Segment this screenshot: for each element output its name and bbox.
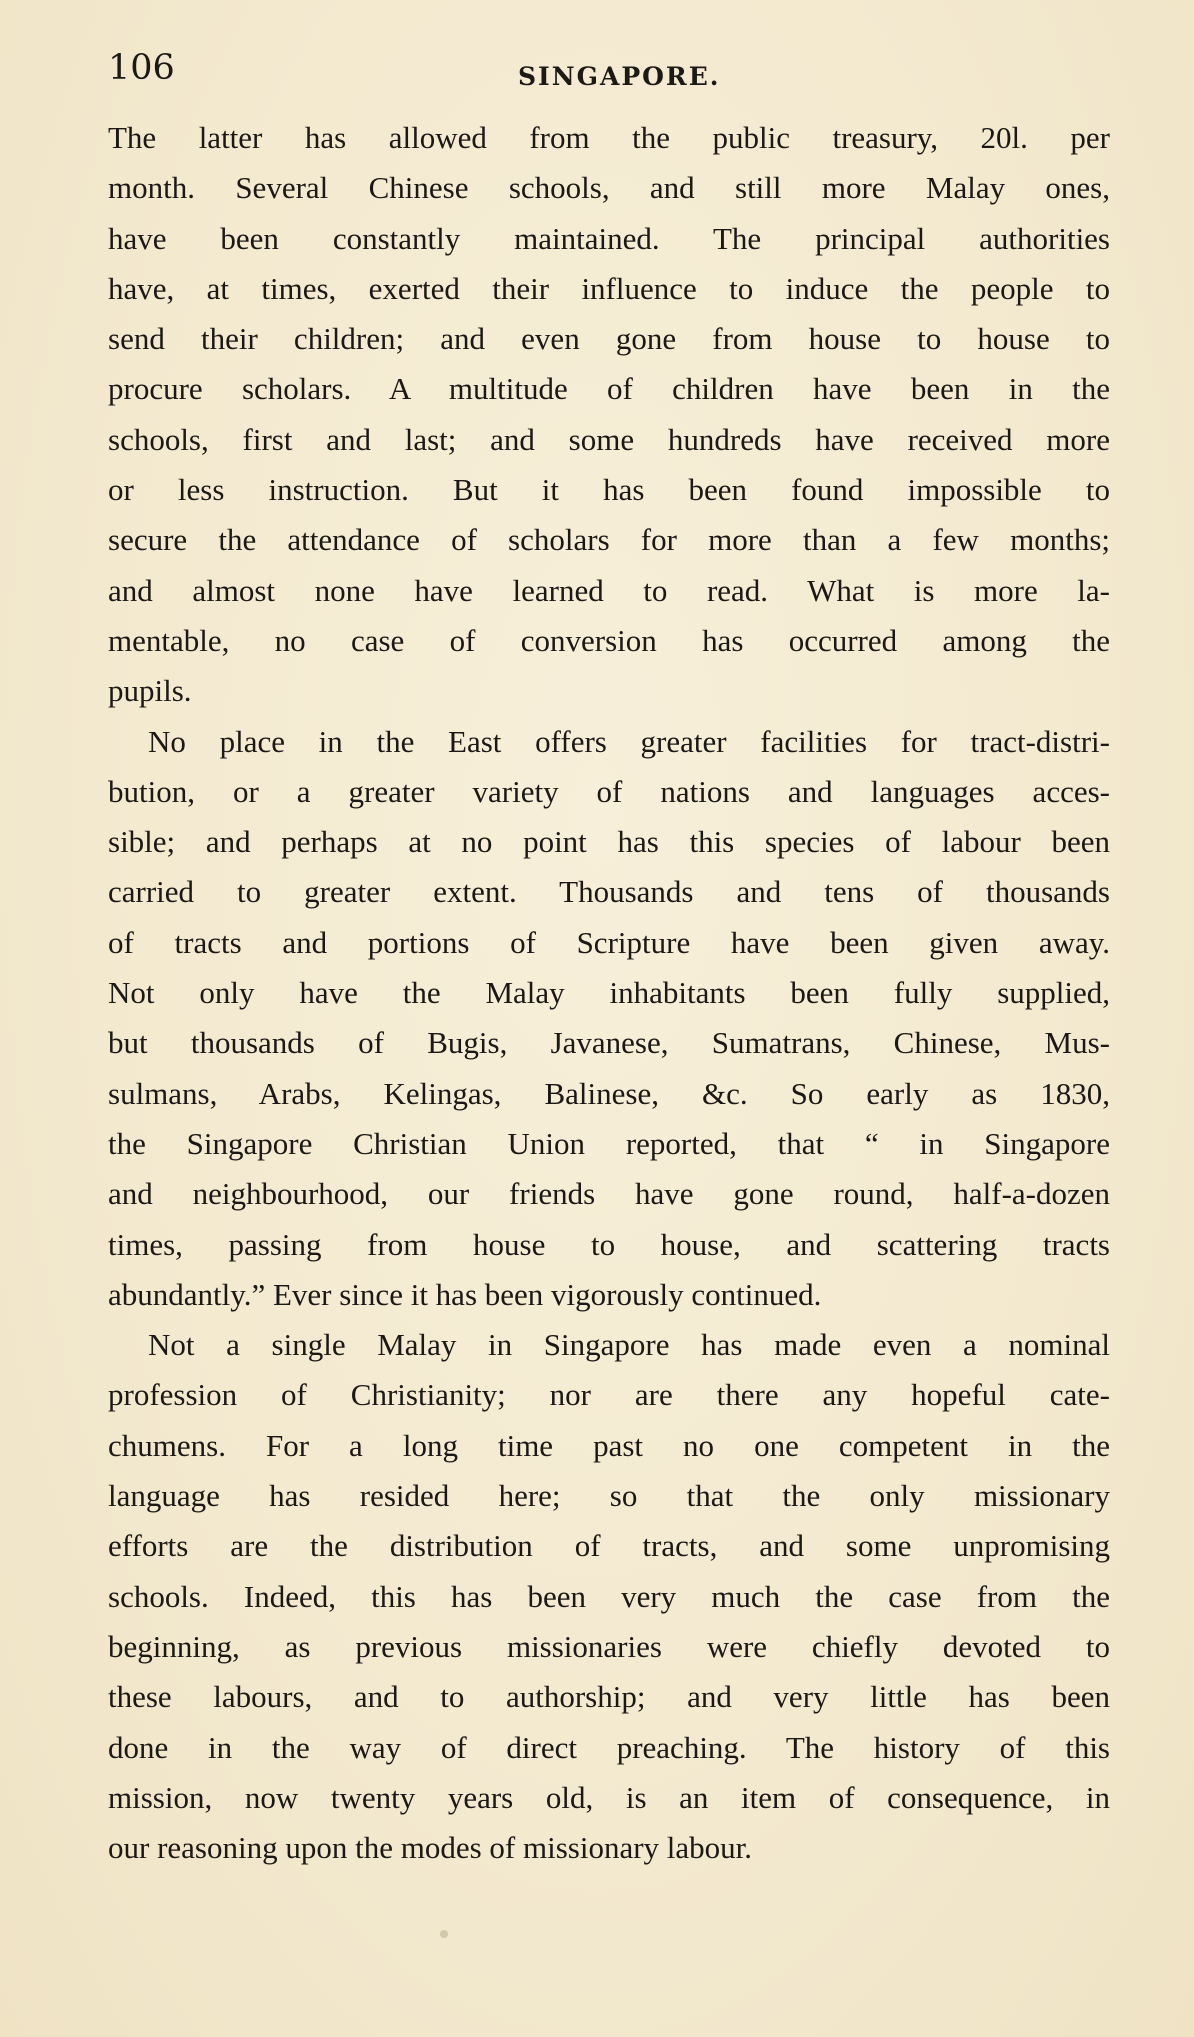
text-line: have been constantly maintained. The principal authorities (108, 220, 1110, 256)
text-line: schools. Indeed, this has been very much the case from the (108, 1578, 1110, 1614)
text-line: but thousands of Bugis, Javanese, Sumatrans, Chinese, Mus- (108, 1025, 1110, 1061)
text-line: and neighbourhood, our friends have gone round, half-a-dozen (108, 1176, 1110, 1212)
text-line: these labours, and to authorship; and very little has been (108, 1679, 1110, 1715)
text-line: and almost none have learned to read. What is more la- (108, 572, 1110, 608)
paragraph (108, 1320, 1110, 1873)
text-line: chumens. For a long time past no one competent in the (108, 1427, 1110, 1463)
text-line: done in the way of direct preaching. The history of this (108, 1729, 1110, 1765)
text-line: language has resided here; so that the only missionary (108, 1478, 1110, 1514)
text-line: sible; and perhaps at no point has this species of labour been (108, 824, 1110, 860)
paragraph (108, 113, 1110, 717)
text-line: bution, or a greater variety of nations and languages acces- (108, 773, 1110, 809)
text-line: send their children; and even gone from house to house to (108, 321, 1110, 357)
text-line: mentable, no case of conversion has occurred among the (108, 622, 1110, 658)
paper-mark (440, 1930, 448, 1938)
running-title: SINGAPORE. (518, 62, 721, 91)
text-line: The latter has allowed from the public treasury, 20l. per (108, 120, 1110, 155)
text-line: profession of Christianity; nor are there any hopeful cate- (108, 1377, 1110, 1413)
page-header (108, 48, 1108, 98)
text-line: our reasoning upon the modes of missionary labour. (108, 1830, 753, 1866)
text-line: Not a single Malay in Singapore has made even a nominal (148, 1327, 1110, 1363)
text-line: beginning, as previous missionaries were chiefly devoted to (108, 1628, 1110, 1664)
text-line: pupils. (108, 673, 192, 709)
text-line: Not only have the Malay inhabitants been fully supplied, (108, 975, 1110, 1011)
text-line: procure scholars. A multitude of children have been in the (108, 371, 1110, 407)
text-line: No place in the East offers greater facilities for tract-distri- (148, 723, 1110, 759)
body-text (108, 113, 1110, 1873)
text-line: sulmans, Arabs, Kelingas, Balinese, &c. So early as 1830, (108, 1075, 1110, 1111)
text-line: month. Several Chinese schools, and still more Malay ones, (108, 170, 1110, 206)
text-line: carried to greater extent. Thousands and tens of thousands (108, 874, 1110, 910)
text-line: times, passing from house to house, and scattering tracts (108, 1226, 1110, 1262)
text-line: schools, first and last; and some hundreds have received more (108, 421, 1110, 457)
text-line: efforts are the distribution of tracts, and some unpromising (108, 1528, 1110, 1564)
paragraph (108, 717, 1110, 1321)
text-line: or less instruction. But it has been found impossible to (108, 472, 1110, 508)
page-number: 106 (108, 48, 175, 88)
text-line: have, at times, exerted their influence to induce the people to (108, 270, 1110, 306)
text-line: the Singapore Christian Union reported, that “ in Singapore (108, 1125, 1110, 1161)
text-line: abundantly.” Ever since it has been vigorously continued. (108, 1276, 822, 1312)
text-line: secure the attendance of scholars for more than a few months; (108, 522, 1110, 558)
text-line: mission, now twenty years old, is an item of consequence, in (108, 1779, 1110, 1815)
text-line: of tracts and portions of Scripture have been given away. (108, 924, 1110, 960)
